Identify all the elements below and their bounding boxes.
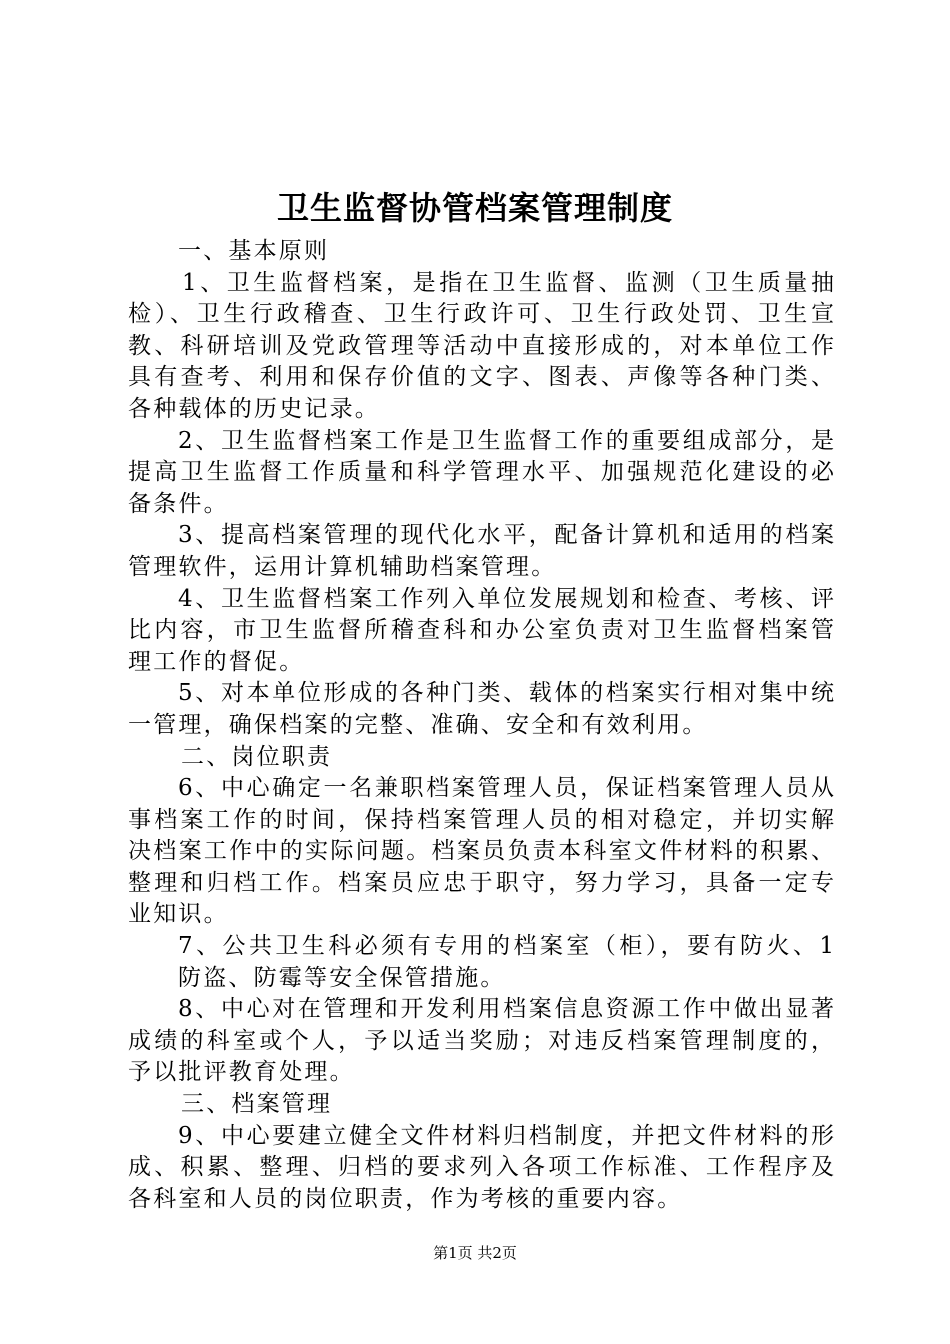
paragraph-line: 整理和归档工作。档案员应忠于职守，努力学习，具备一定专 bbox=[128, 869, 834, 896]
paragraph-line: 予以批评教育处理。 bbox=[128, 1059, 355, 1086]
paragraph-line: 管理软件，运用计算机辅助档案管理。 bbox=[128, 553, 557, 580]
paragraph-line: 备条件。 bbox=[128, 490, 229, 517]
paragraph-line: 成绩的科室或个人，予以适当奖励；对违反档案管理制度的， bbox=[128, 1027, 834, 1054]
paragraph-line: 8、中心对在管理和开发利用档案信息资源工作中做出显著 bbox=[178, 996, 834, 1023]
paragraph-line: 具有查考、利用和保存价值的文字、图表、声像等各种门类、 bbox=[128, 364, 834, 391]
section-heading: 二、岗位职责 bbox=[181, 743, 333, 770]
section-heading: 三、档案管理 bbox=[181, 1091, 333, 1118]
paragraph-line: 各种载体的历史记录。 bbox=[128, 395, 380, 422]
paragraph-line: 教、科研培训及党政管理等活动中直接形成的，对本单位工作 bbox=[128, 332, 834, 359]
paragraph-line: 提高卫生监督工作质量和科学管理水平、加强规范化建设的必 bbox=[128, 459, 834, 486]
paragraph-line: 决档案工作中的实际问题。档案员负责本科室文件材料的积累、 bbox=[128, 838, 834, 865]
paragraph-line: 防盗、防霉等安全保管措施。 bbox=[178, 964, 506, 991]
paragraph-line: 检）、卫生行政稽查、卫生行政许可、卫生行政处罚、卫生宣 bbox=[128, 301, 834, 328]
page-footer: 第1页 共2页 bbox=[433, 1244, 517, 1262]
paragraph-line: 事档案工作的时间，保持档案管理人员的相对稳定，并切实解 bbox=[128, 806, 834, 833]
paragraph-line: 9、中心要建立健全文件材料归档制度，并把文件材料的形 bbox=[178, 1122, 834, 1149]
paragraph-line: 7、公共卫生科必须有专用的档案室（柜），要有防火、1 bbox=[178, 933, 834, 960]
paragraph-line: 业知识。 bbox=[128, 901, 229, 928]
paragraph-line: 各科室和人员的岗位职责，作为考核的重要内容。 bbox=[128, 1185, 683, 1212]
paragraph-line: 3、提高档案管理的现代化水平，配备计算机和适用的档案 bbox=[178, 522, 834, 549]
paragraph-line: 比内容，市卫生监督所稽查科和办公室负责对卫生监督档案管 bbox=[128, 617, 834, 644]
paragraph-line: 2、卫生监督档案工作是卫生监督工作的重要组成部分，是 bbox=[178, 427, 834, 454]
paragraph-line: 4、卫生监督档案工作列入单位发展规划和检查、考核、评 bbox=[178, 585, 834, 612]
document-body bbox=[128, 236, 834, 1215]
paragraph-line: 成、积累、整理、归档的要求列入各项工作标准、工作程序及 bbox=[128, 1154, 834, 1181]
paragraph-line: 理工作的督促。 bbox=[128, 648, 305, 675]
paragraph-line: 1、卫生监督档案，是指在卫生监督、监测（卫生质量抽 bbox=[182, 269, 834, 296]
paragraph-line: 6、中心确定一名兼职档案管理人员，保证档案管理人员从 bbox=[178, 775, 834, 802]
document-title: 卫生监督协管档案管理制度 bbox=[276, 189, 673, 227]
section-heading: 一、基本原则 bbox=[178, 238, 330, 264]
paragraph-line: 一管理，确保档案的完整、准确、安全和有效利用。 bbox=[128, 711, 708, 738]
paragraph-line: 5、对本单位形成的各种门类、载体的档案实行相对集中统 bbox=[178, 680, 834, 707]
